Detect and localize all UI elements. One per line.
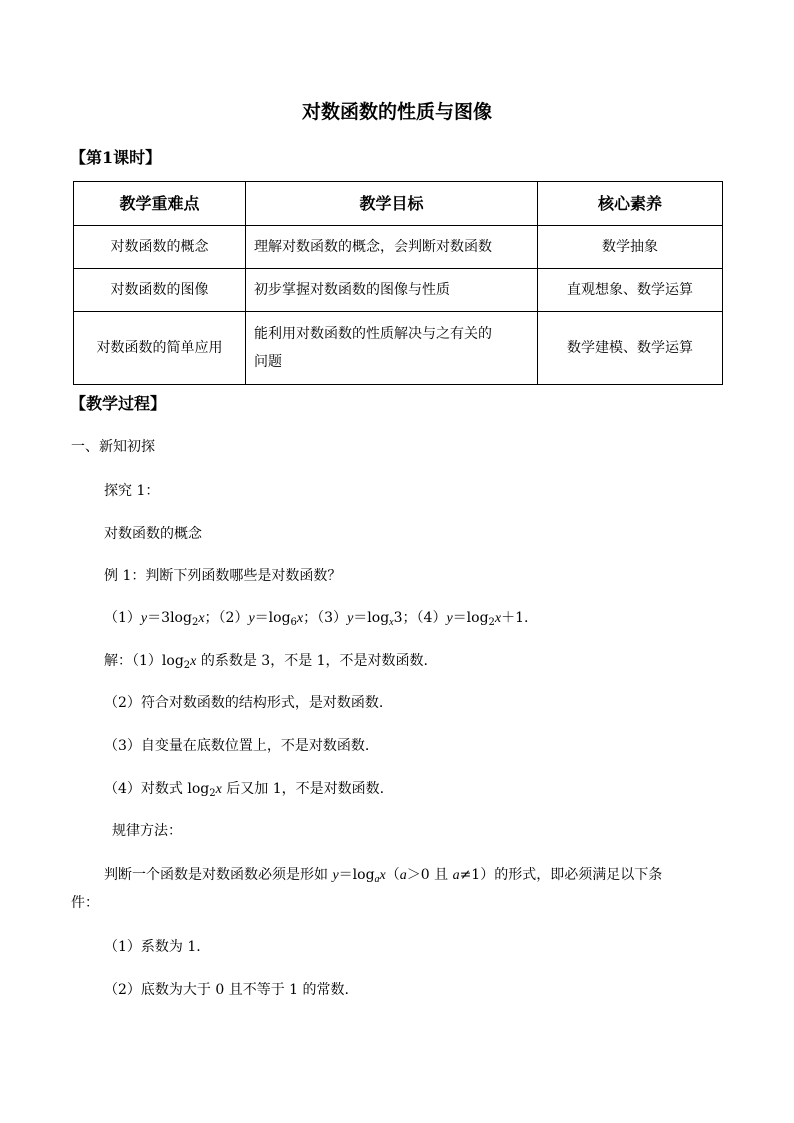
teaching-goals-table: [73, 181, 723, 385]
math-sub: 2: [209, 788, 216, 799]
math-num: 3: [393, 610, 403, 626]
math-sub: 2: [488, 617, 495, 628]
math-sub: x: [389, 617, 394, 628]
solution-text: 的系数是 3，不是 1，不是对数函数.: [196, 653, 429, 669]
math-var: x: [198, 611, 205, 626]
math-var: x: [296, 611, 304, 626]
condition-item: （1）系数为 1.: [104, 939, 201, 955]
math-var: y: [446, 611, 453, 626]
rule-text: 判断一个函数是对数函数必须是形如: [104, 867, 333, 883]
table-cell: 直观想象、数学运算: [538, 269, 723, 312]
table-cell: 初步掌握对数函数的图像与性质: [246, 269, 538, 312]
table-cell: 数学建模、数学运算: [538, 312, 723, 385]
goal-line: 问题: [254, 354, 282, 370]
example-options: [104, 607, 529, 634]
table-cell: 对数函数的概念: [74, 226, 246, 269]
math-var: x: [379, 868, 386, 883]
math-fn: log: [187, 781, 210, 797]
rule-text: ≠1）的形式，即必须满足以下条: [459, 867, 663, 883]
math-var: a: [399, 868, 407, 883]
math-sub: a: [374, 874, 380, 885]
table-cell: 对数函数的简单应用: [74, 312, 246, 385]
separator: ；: [204, 610, 219, 626]
math-sub: 2: [183, 660, 191, 671]
process-heading: 【教学过程】: [70, 394, 167, 413]
math-var: y: [248, 611, 255, 626]
table-row: [74, 269, 723, 312]
table-header: 教学目标: [246, 182, 538, 226]
concept-label: 对数函数的概念: [104, 526, 202, 542]
rule-line-2: 件：: [71, 895, 99, 911]
page-title: 对数函数的性质与图像: [301, 101, 492, 123]
solution-line-1: [104, 650, 428, 677]
table-cell: [246, 312, 538, 385]
solution-text: 后又加 1，不是对数函数.: [221, 781, 385, 797]
math-tail: ＋1.: [501, 610, 529, 626]
solution-line-2: （2）符合对数函数的结构形式，是对数函数.: [104, 695, 384, 711]
math-op: ＝: [147, 610, 162, 626]
math-var: y: [347, 611, 354, 626]
math-fn: log: [367, 610, 390, 626]
solution-line-4: [104, 778, 384, 805]
solution-line-3: （3）自变量在底数位置上，不是对数函数.: [104, 738, 370, 754]
method-heading: 规律方法：: [112, 823, 182, 839]
table-header-row: [74, 182, 723, 226]
rule-text: ＞0 且: [406, 867, 453, 883]
math-fn: log: [466, 610, 489, 626]
math-op: ＝: [338, 867, 353, 883]
math-fn: log: [161, 653, 184, 669]
math-var: y: [332, 868, 339, 883]
math-fn: log: [352, 867, 375, 883]
math-sub: 2: [191, 617, 199, 628]
separator: ；: [402, 610, 417, 626]
option-label: （3）: [317, 610, 348, 626]
math-var: x: [215, 782, 222, 797]
option-label: （2）: [218, 610, 249, 626]
math-var: a: [452, 868, 460, 883]
separator: ；: [303, 610, 318, 626]
option-label: （4）: [416, 610, 447, 626]
goal-line: 能利用对数函数的性质解决与之有关的: [254, 326, 492, 342]
math-fn: log: [268, 610, 291, 626]
option-label: （1）: [104, 610, 141, 626]
math-num: 3: [161, 610, 171, 626]
math-fn: log: [170, 610, 192, 626]
lesson-heading: 【第1课时】: [70, 148, 162, 167]
table-cell: 理解对数函数的概念，会判断对数函数: [246, 226, 538, 269]
table-cell: 数学抽象: [538, 226, 723, 269]
condition-item: （2）底数为大于 0 且不等于 1 的常数.: [104, 982, 349, 998]
rule-text: （: [385, 867, 400, 883]
solution-text: 解：（1）: [104, 653, 162, 669]
table-header: 教学重难点: [74, 182, 246, 226]
math-var: x: [190, 654, 197, 669]
rule-line-1: [104, 864, 662, 891]
math-op: ＝: [353, 610, 368, 626]
math-sub: 6: [290, 617, 297, 628]
section-title: 一、新知初探: [71, 439, 155, 455]
math-var: x: [494, 611, 502, 626]
table-row: [74, 312, 723, 385]
explore-label: 探究 1：: [104, 483, 160, 499]
math-op: ＝: [254, 610, 269, 626]
example-question: 例 1：判断下列函数哪些是对数函数？: [104, 568, 342, 584]
math-var: y: [140, 611, 148, 626]
table-row: [74, 226, 723, 269]
solution-text: （4）对数式: [104, 781, 188, 797]
table-cell: 对数函数的图像: [74, 269, 246, 312]
math-op: ＝: [452, 610, 467, 626]
table-header: 核心素养: [538, 182, 723, 226]
